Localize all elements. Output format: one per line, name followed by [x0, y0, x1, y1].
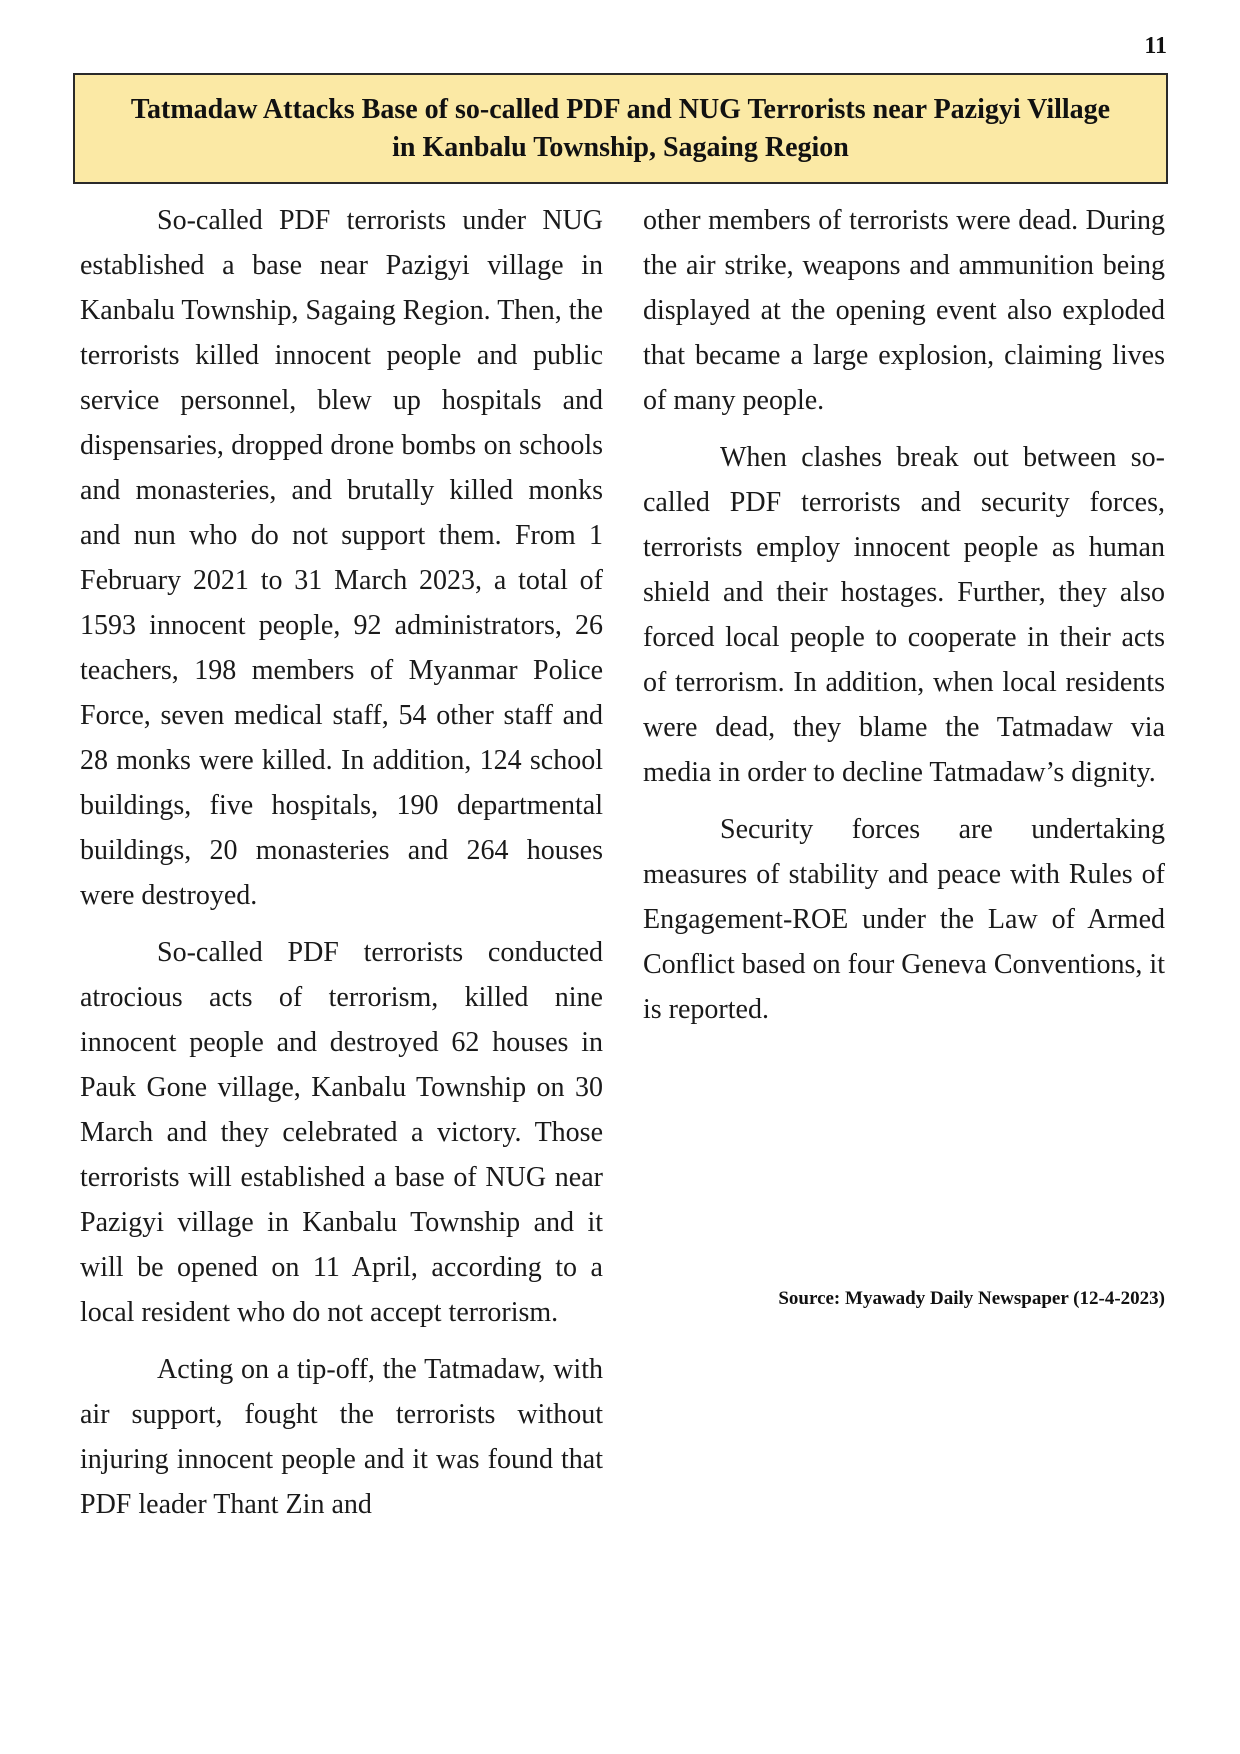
- paragraph: Security forces are undertaking measures of stability and peace with Rules of Engagement-ROE under the Law of Armed Conflict based on four Geneva Conventions, it is reported.: [643, 814, 1165, 1025]
- paragraph: So-called PDF terrorists conducted atrocious acts of terrorism, killed nine innocent people and destroyed 62 houses in Pauk Gone village, Kanbalu Township on 30 March and they celebrated a victory. Those terrorists will established a base of NUG near Pazigyi village in Kanbalu Township and it will be opened on 11 April, according to a local resident who do not accept terrorism.: [80, 937, 603, 1328]
- headline-box: [73, 73, 1168, 184]
- left-column: [80, 198, 603, 1539]
- page-number: 11: [1144, 33, 1167, 59]
- paragraph-continued: other members of terrorists were dead. During the air strike, weapons and ammunition being displayed at the opening event also exploded that became a large explosion, claiming lives of many people.: [643, 205, 1165, 416]
- right-column: [643, 198, 1165, 1044]
- paragraph: Acting on a tip-off, the Tatmadaw, with air support, fought the terrorists without injuring innocent people and it was found that PDF leader Thant Zin and: [80, 1354, 603, 1520]
- headline: Tatmadaw Attacks Base of so-called PDF and NUG Terrorists near Pazigyi Village in Kanbalu Township, Sagaing Region: [130, 93, 1111, 163]
- source-credit: Source: Myawady Daily Newspaper (12-4-2023): [778, 1288, 1165, 1309]
- paragraph: When clashes break out between so-called PDF terrorists and security forces, terrorists employ innocent people as human shield and their hostages. Further, they also forced local people to cooperate in their acts of terrorism. In addition, when local residents were dead, they blame the Tatmadaw via media in order to decline Tatmadaw’s dignity.: [643, 442, 1165, 788]
- paragraph: So-called PDF terrorists under NUG established a base near Pazigyi village in Kanbalu Township, Sagaing Region. Then, the terrorists killed innocent people and public service personnel, blew up hospitals and dispensaries, dropped drone bombs on schools and monasteries, and brutally killed monks and nun who do not support them. From 1 February 2021 to 31 March 2023, a total of 1593 innocent people, 92 administrators, 26 teachers, 198 members of Myanmar Police Force, seven medical staff, 54 other staff and 28 monks were killed. In addition, 124 school buildings, five hospitals, 190 departmental buildings, 20 monasteries and 264 houses were destroyed.: [80, 205, 603, 911]
